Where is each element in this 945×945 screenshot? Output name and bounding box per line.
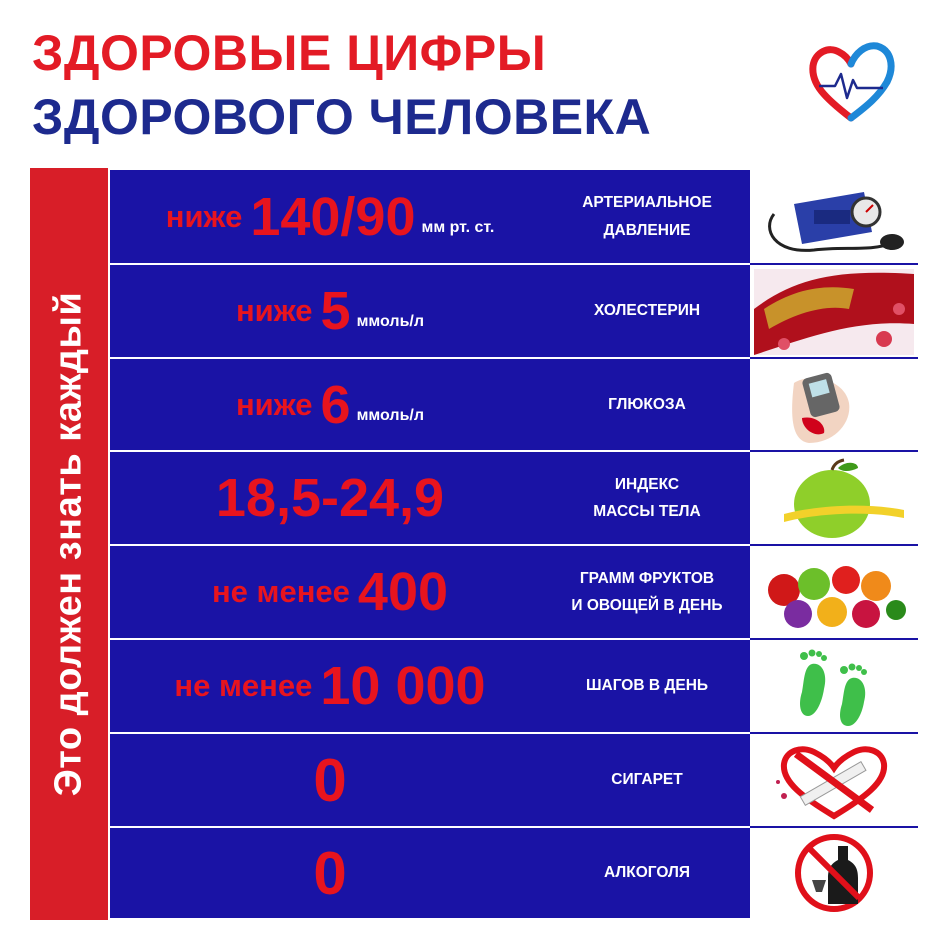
footprints-icon — [754, 644, 914, 730]
row-image — [750, 828, 918, 918]
row-value — [110, 828, 550, 918]
value-prefix: ниже — [235, 293, 313, 328]
row-label: ИНДЕКС МАССЫ ТЕЛА — [593, 475, 701, 520]
value-number: 10 000 — [320, 656, 486, 716]
row-image — [750, 265, 918, 359]
title-line-2: ЗДОРОВОГО ЧЕЛОВЕКА — [32, 89, 652, 145]
row-image — [750, 452, 918, 546]
row-image — [750, 359, 918, 452]
row-label: СИГАРЕТ — [611, 771, 683, 789]
row-label: АРТЕРИАЛЬНОЕ ДАВЛЕНИЕ — [582, 194, 712, 239]
table-row — [110, 170, 750, 265]
value-number: 140/90 — [250, 186, 416, 247]
table-row — [110, 734, 750, 828]
table-row — [110, 640, 750, 734]
table-row — [110, 359, 750, 452]
value-number: 5 — [320, 281, 351, 341]
value-prefix: не менее — [211, 574, 350, 609]
row-value — [110, 359, 550, 450]
glucometer-icon — [754, 363, 914, 448]
table-row — [110, 828, 750, 918]
row-image — [750, 170, 918, 265]
row-value — [110, 170, 550, 263]
value-number: 0 — [313, 746, 347, 814]
value-number: 400 — [357, 562, 449, 622]
sidebar-text: Это должен знать каждый — [47, 291, 90, 797]
row-label: АЛКОГОЛЯ — [603, 864, 691, 882]
row-value — [110, 734, 550, 826]
table-row — [110, 452, 750, 546]
value-unit: ммоль/л — [356, 406, 425, 424]
heart-pulse-icon — [805, 36, 897, 128]
row-image — [750, 546, 918, 640]
blood-vessel-icon — [754, 269, 914, 355]
value-unit: ммоль/л — [356, 313, 425, 330]
row-label: ШАГОВ В ДЕНЬ — [585, 677, 709, 695]
row-value — [110, 546, 550, 638]
row-value — [110, 640, 550, 732]
fruits-vegetables-icon — [754, 550, 914, 636]
row-image — [750, 734, 918, 828]
apple-tape-icon — [754, 456, 914, 542]
value-unit: мм рт. ст. — [421, 218, 495, 236]
no-alcohol-icon — [754, 832, 914, 914]
value-prefix: ниже — [235, 386, 313, 422]
row-label: ГРАММ ФРУКТОВ И ОВОЩЕЙ В ДЕНЬ — [571, 569, 723, 614]
no-smoking-icon — [754, 738, 914, 824]
value-number: 18,5-24,9 — [215, 468, 445, 528]
row-label: ХОЛЕСТЕРИН — [593, 302, 701, 320]
table-row — [110, 546, 750, 640]
health-numbers-table — [108, 168, 918, 920]
title-line-1: ЗДОРОВЫЕ ЦИФРЫ — [32, 25, 547, 81]
tonometer-icon — [754, 174, 914, 260]
row-label: ГЛЮКОЗА — [608, 395, 686, 413]
value-prefix: не менее — [174, 668, 313, 703]
row-image — [750, 640, 918, 734]
value-number: 6 — [320, 374, 351, 435]
row-value — [110, 265, 550, 357]
value-number: 0 — [313, 839, 347, 907]
row-value — [110, 452, 550, 544]
table-row — [110, 265, 750, 359]
value-prefix: ниже — [165, 198, 243, 234]
